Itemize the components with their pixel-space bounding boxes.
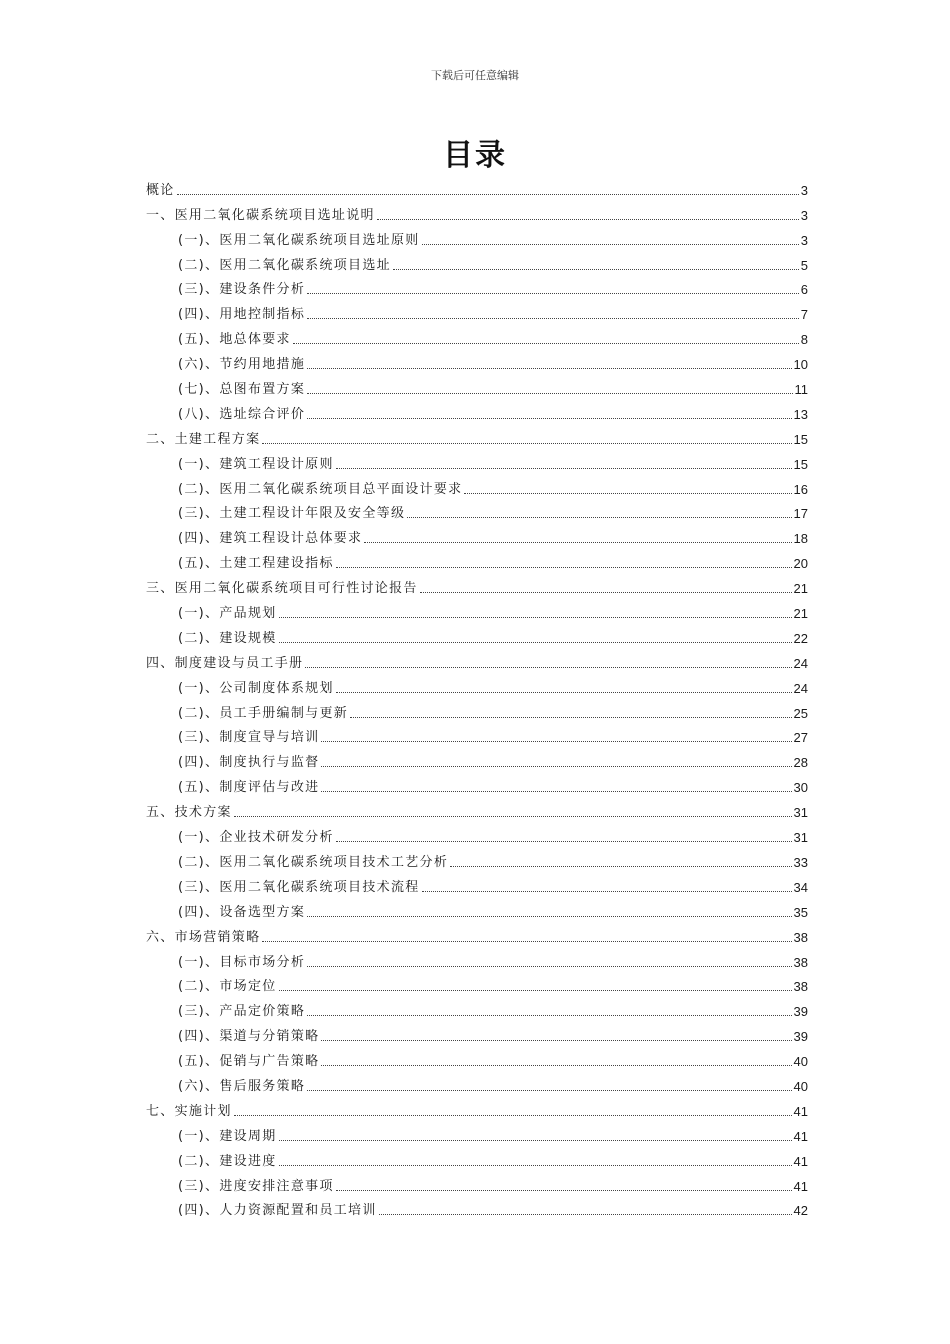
- toc-dot-leader: [279, 1165, 792, 1166]
- toc-entry[interactable]: [146, 821, 808, 846]
- toc-entry[interactable]: [146, 1195, 808, 1220]
- toc-entry-page: 15: [793, 431, 808, 447]
- toc-entry[interactable]: [146, 896, 808, 921]
- toc-entry[interactable]: [146, 771, 808, 796]
- toc-entry[interactable]: [146, 522, 808, 547]
- toc-entry-label: (一)、医用二氧化碳系统项目选址原则: [178, 232, 420, 248]
- toc-entry-label: (五)、促销与广告策略: [178, 1054, 320, 1070]
- toc-dot-leader: [279, 642, 792, 643]
- toc-entry-label: (六)、售后服务策略: [178, 1078, 306, 1094]
- toc-entry[interactable]: [146, 199, 808, 224]
- toc-dot-leader: [321, 1040, 791, 1041]
- toc-dot-leader: [336, 1190, 792, 1191]
- toc-dot-leader: [336, 841, 792, 842]
- toc-entry-page: 6: [800, 282, 808, 298]
- toc-dot-leader: [279, 990, 792, 991]
- toc-entry-label: (二)、建设进度: [178, 1153, 277, 1169]
- toc-entry-page: 8: [800, 332, 808, 348]
- toc-entry-page: 24: [793, 680, 808, 696]
- toc-dot-leader: [364, 542, 791, 543]
- toc-entry[interactable]: [146, 1145, 808, 1170]
- toc-entry[interactable]: [146, 1020, 808, 1045]
- toc-entry-label: (四)、渠道与分销策略: [178, 1029, 320, 1045]
- toc-entry-label: (三)、进度安排注意事项: [178, 1178, 334, 1194]
- toc-entry-page: 41: [793, 1153, 808, 1169]
- toc-entry-label: (一)、公司制度体系规划: [178, 680, 334, 696]
- toc-entry-page: 7: [800, 307, 808, 323]
- toc-entry-label: (一)、建筑工程设计原则: [178, 456, 334, 472]
- toc-entry-label: (五)、制度评估与改进: [178, 780, 320, 796]
- toc-entry[interactable]: [146, 348, 808, 373]
- toc-entry-label: (六)、节约用地措施: [178, 357, 306, 373]
- toc-dot-leader: [307, 1090, 791, 1091]
- toc-entry-label: (三)、医用二氧化碳系统项目技术流程: [178, 879, 420, 895]
- toc-entry-label: (四)、人力资源配置和员工培训: [178, 1203, 377, 1219]
- toc-entry-label: (八)、选址综合评价: [178, 406, 306, 422]
- toc-entry-label: (一)、建设周期: [178, 1128, 277, 1144]
- toc-entry-page: 38: [793, 979, 808, 995]
- toc-entry-page: 25: [793, 705, 808, 721]
- toc-entry-label: (四)、设备选型方案: [178, 904, 306, 920]
- toc-dot-leader: [307, 368, 791, 369]
- toc-entry-page: 20: [793, 556, 808, 572]
- toc-entry-page: 16: [793, 481, 808, 497]
- toc-entry-page: 10: [793, 357, 808, 373]
- toc-entry-page: 21: [793, 581, 808, 597]
- toc-dot-leader: [422, 244, 799, 245]
- toc-entry[interactable]: [146, 448, 808, 473]
- toc-entry-label: 二、土建工程方案: [146, 431, 261, 447]
- toc-entry[interactable]: [146, 1070, 808, 1095]
- toc-entry-page: 42: [793, 1203, 808, 1219]
- toc-entry-label: 六、市场营销策略: [146, 929, 261, 945]
- toc-entry-page: 5: [800, 257, 808, 273]
- toc-entry-label: (二)、医用二氧化碳系统项目选址: [178, 257, 391, 273]
- toc-entry[interactable]: [146, 1095, 808, 1120]
- toc-entry[interactable]: [146, 971, 808, 996]
- toc-dot-leader: [464, 493, 791, 494]
- toc-entry-page: 22: [793, 630, 808, 646]
- toc-entry-page: 31: [793, 830, 808, 846]
- toc-dot-leader: [262, 443, 791, 444]
- toc-dot-leader: [393, 269, 799, 270]
- toc-dot-leader: [234, 1115, 792, 1116]
- toc-dot-leader: [321, 1065, 791, 1066]
- toc-entry[interactable]: [146, 647, 808, 672]
- toc-entry-page: 33: [793, 854, 808, 870]
- toc-entry-label: (三)、产品定价策略: [178, 1004, 306, 1020]
- toc-dot-leader: [307, 418, 791, 419]
- toc-entry-page: 35: [793, 904, 808, 920]
- toc-entry[interactable]: [146, 722, 808, 747]
- toc-dot-leader: [336, 468, 792, 469]
- toc-dot-leader: [307, 916, 791, 917]
- toc-dot-leader: [234, 816, 792, 817]
- toc-entry-label: (四)、用地控制指标: [178, 307, 306, 323]
- toc-entry[interactable]: [146, 423, 808, 448]
- toc-entry-label: (四)、制度执行与监督: [178, 755, 320, 771]
- toc-entry[interactable]: [146, 946, 808, 971]
- toc-entry[interactable]: [146, 1120, 808, 1145]
- toc-dot-leader: [307, 293, 799, 294]
- toc-entry-page: 30: [793, 780, 808, 796]
- toc-entry-page: 40: [793, 1078, 808, 1094]
- toc-entry[interactable]: [146, 796, 808, 821]
- toc-dot-leader: [422, 891, 792, 892]
- toc-dot-leader: [321, 741, 791, 742]
- toc-entry-label: (一)、产品规划: [178, 606, 277, 622]
- toc-entry-label: (三)、建设条件分析: [178, 282, 306, 298]
- toc-entry[interactable]: [146, 547, 808, 572]
- toc-dot-leader: [177, 194, 799, 195]
- toc-entry[interactable]: [146, 373, 808, 398]
- toc-dot-leader: [307, 393, 792, 394]
- toc-entry-page: 41: [793, 1103, 808, 1119]
- toc-dot-leader: [279, 617, 792, 618]
- toc-dot-leader: [307, 318, 799, 319]
- toc-entry-page: 39: [793, 1029, 808, 1045]
- toc-entry[interactable]: [146, 1045, 808, 1070]
- toc-entry-label: (五)、土建工程建设指标: [178, 556, 334, 572]
- toc-dot-leader: [262, 941, 791, 942]
- toc-dot-leader: [307, 1015, 791, 1016]
- toc-entry-page: 34: [793, 879, 808, 895]
- toc-entry-label: (三)、土建工程设计年限及安全等级: [178, 506, 406, 522]
- toc-entry-page: 15: [793, 456, 808, 472]
- toc-entry-label: 一、医用二氧化碳系统项目选址说明: [146, 207, 375, 223]
- toc-dot-leader: [279, 1140, 792, 1141]
- toc-entry[interactable]: [146, 473, 808, 498]
- toc-entry[interactable]: [146, 622, 808, 647]
- toc-entry-label: (二)、建设规模: [178, 630, 277, 646]
- toc-dot-leader: [307, 966, 791, 967]
- page-title: 目录: [443, 138, 507, 173]
- toc-dot-leader: [336, 567, 792, 568]
- toc-entry-label: (七)、总图布置方案: [178, 382, 306, 398]
- toc-entry[interactable]: [146, 1170, 808, 1195]
- toc-entry-page: 40: [793, 1054, 808, 1070]
- toc-entry[interactable]: [146, 672, 808, 697]
- toc-entry[interactable]: [146, 298, 808, 323]
- header-note: 下载后可任意编辑: [431, 69, 519, 82]
- table-of-contents: [146, 174, 808, 1219]
- toc-dot-leader: [377, 219, 799, 220]
- toc-entry-page: 3: [800, 182, 808, 198]
- toc-entry-page: 39: [793, 1004, 808, 1020]
- toc-dot-leader: [450, 866, 791, 867]
- toc-entry[interactable]: [146, 224, 808, 249]
- toc-entry-label: (二)、医用二氧化碳系统项目总平面设计要求: [178, 481, 463, 497]
- toc-entry-page: 24: [793, 655, 808, 671]
- toc-entry-page: 28: [793, 755, 808, 771]
- toc-entry-label: 概论: [146, 182, 175, 198]
- toc-dot-leader: [420, 592, 792, 593]
- toc-dot-leader: [293, 343, 799, 344]
- toc-entry[interactable]: [146, 995, 808, 1020]
- toc-entry-page: 38: [793, 954, 808, 970]
- toc-entry-label: 四、制度建设与员工手册: [146, 655, 304, 671]
- toc-dot-leader: [350, 717, 791, 718]
- toc-entry[interactable]: [146, 174, 808, 199]
- toc-entry[interactable]: [146, 274, 808, 299]
- toc-dot-leader: [305, 667, 791, 668]
- toc-entry-label: 五、技术方案: [146, 805, 232, 821]
- toc-entry-page: 17: [793, 506, 808, 522]
- toc-entry-page: 18: [793, 531, 808, 547]
- toc-dot-leader: [407, 517, 791, 518]
- toc-entry-label: (一)、目标市场分析: [178, 954, 306, 970]
- toc-entry[interactable]: [146, 846, 808, 871]
- toc-entry[interactable]: [146, 871, 808, 896]
- toc-entry-page: 3: [800, 232, 808, 248]
- toc-entry[interactable]: [146, 697, 808, 722]
- toc-entry-page: 11: [794, 382, 808, 398]
- toc-dot-leader: [379, 1214, 792, 1215]
- toc-entry-label: (三)、制度宣导与培训: [178, 730, 320, 746]
- toc-entry-page: 38: [793, 929, 808, 945]
- toc-entry-page: 13: [793, 406, 808, 422]
- toc-entry-page: 27: [793, 730, 808, 746]
- toc-entry[interactable]: [146, 498, 808, 523]
- toc-entry-label: (一)、企业技术研发分析: [178, 830, 334, 846]
- toc-entry-label: (二)、市场定位: [178, 979, 277, 995]
- toc-entry-label: (二)、员工手册编制与更新: [178, 705, 349, 721]
- toc-entry[interactable]: [146, 572, 808, 597]
- toc-dot-leader: [321, 766, 791, 767]
- toc-entry[interactable]: [146, 398, 808, 423]
- toc-entry[interactable]: [146, 249, 808, 274]
- toc-dot-leader: [321, 791, 791, 792]
- toc-entry[interactable]: [146, 323, 808, 348]
- toc-dot-leader: [336, 692, 792, 693]
- toc-entry-page: 21: [793, 606, 808, 622]
- toc-entry-label: (四)、建筑工程设计总体要求: [178, 531, 363, 547]
- toc-entry[interactable]: [146, 746, 808, 771]
- toc-entry-label: 三、医用二氧化碳系统项目可行性讨论报告: [146, 581, 418, 597]
- toc-entry-page: 41: [793, 1178, 808, 1194]
- toc-entry-page: 3: [800, 207, 808, 223]
- toc-entry[interactable]: [146, 597, 808, 622]
- toc-entry[interactable]: [146, 921, 808, 946]
- toc-entry-label: (二)、医用二氧化碳系统项目技术工艺分析: [178, 854, 449, 870]
- toc-entry-page: 41: [793, 1128, 808, 1144]
- toc-entry-label: 七、实施计划: [146, 1103, 232, 1119]
- toc-entry-label: (五)、地总体要求: [178, 332, 291, 348]
- toc-entry-page: 31: [793, 805, 808, 821]
